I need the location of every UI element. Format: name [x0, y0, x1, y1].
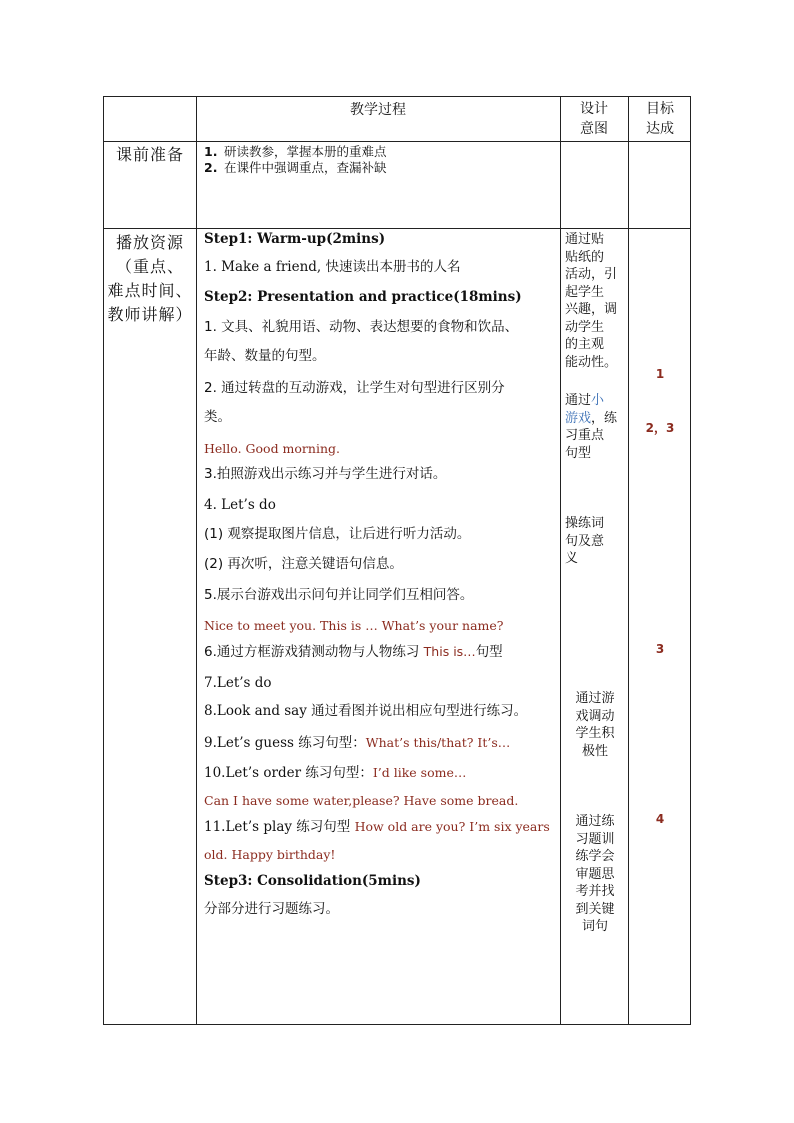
prep-label: 课前准备 — [115, 145, 184, 164]
prep-item-num: 1. — [204, 144, 218, 159]
example-sentence: Can I have some water,please? Have some bread. — [204, 793, 519, 808]
example-inline: What’s this/that? It’s… — [365, 735, 511, 750]
process-line: 4. Let’s do — [204, 497, 276, 513]
prep-list — [204, 144, 387, 176]
example-sentence: Hello. Good morning. — [204, 441, 340, 456]
intent-line: 起学生 — [565, 284, 605, 300]
process-text: 10.Let’s order 练习句型： — [204, 765, 373, 781]
process-text: 6.通过方框游戏猜测动物与人物练习 — [204, 644, 424, 660]
process-line: 3.拍照游戏出示练习并与学生进行对话。 — [204, 466, 447, 482]
intent-line: 到关键 — [575, 901, 615, 917]
intent-line: 贴纸的 — [565, 249, 605, 265]
intent-block — [565, 392, 625, 462]
intent-line: 通过贴 — [565, 232, 605, 247]
intent-text: 通过 — [565, 393, 592, 408]
intent-block — [565, 690, 625, 760]
step2-heading: Step2: Presentation and practice(18mins) — [204, 289, 522, 305]
intent-line — [565, 392, 625, 410]
example-inline: How old are you? I’m six years — [354, 819, 550, 834]
resource-label — [104, 231, 196, 327]
intent-highlight: 小 — [591, 393, 605, 408]
intent-line: 考并找 — [575, 884, 615, 899]
intent-text: ，练 — [591, 410, 618, 426]
process-line — [204, 643, 503, 661]
intent-line: 动学生 — [565, 319, 605, 335]
intent-line: 义 — [565, 551, 579, 566]
intent-block — [565, 231, 625, 371]
intent-line: 词句 — [581, 919, 608, 934]
intent-line: 句型 — [565, 445, 592, 461]
prep-item-text: 在课件中强调重点，查漏补缺 — [224, 160, 387, 175]
column-divider — [560, 97, 561, 1024]
intent-line: 通过游 — [575, 691, 615, 706]
intent-line: 兴趣，调 — [565, 302, 618, 317]
process-text: 9.Let’s guess 练习句型： — [204, 735, 366, 751]
intent-line: 操练词 — [565, 516, 605, 531]
process-line — [204, 734, 510, 752]
process-line: 分部分进行习题练习。 — [204, 901, 339, 917]
intent-line: 习题训 — [575, 831, 615, 847]
process-line: 7.Let’s do — [204, 675, 272, 691]
intent-block — [565, 813, 625, 936]
header-design-line: 设计 — [580, 101, 608, 117]
goal-value: 2，3 — [645, 421, 675, 435]
intent-line: 习重点 — [565, 428, 605, 443]
intent-line: 的主观 — [565, 337, 605, 352]
resource-label-line: 教师讲解） — [107, 305, 193, 324]
header-design — [560, 99, 628, 139]
process-line: 8.Look and say 通过看图并说出相应句型进行练习。 — [204, 703, 528, 719]
process-line: 1. 文具、礼貌用语、动物、表达想要的食物和饮品、 — [204, 319, 519, 335]
example-inline: This is… — [423, 644, 476, 659]
process-line — [204, 764, 466, 782]
intent-line: 审题思 — [575, 866, 615, 882]
intent-line: 通过练 — [575, 814, 615, 829]
prep-item — [204, 160, 387, 176]
process-line: 5.展示台游戏出示问句并让同学们互相问答。 — [204, 587, 474, 603]
intent-line: 戏调动 — [575, 708, 615, 724]
intent-highlight: 游戏 — [565, 410, 592, 426]
header-design-line: 意图 — [580, 121, 608, 137]
header-goal-line: 达成 — [646, 121, 674, 137]
example-inline: I’d like some… — [372, 765, 467, 780]
row-divider — [104, 228, 690, 229]
header-goal — [628, 99, 692, 139]
intent-line — [565, 410, 625, 428]
prep-item-text: 研读教参，掌握本册的重难点 — [224, 144, 387, 159]
process-text: 11.Let’s play 练习句型 — [204, 819, 355, 835]
example-sentence: old. Happy birthday! — [204, 847, 336, 862]
lesson-plan-table — [103, 96, 691, 1025]
example-sentence: Nice to meet you. This is … What’s your name? — [204, 618, 504, 633]
intent-block — [565, 515, 625, 568]
process-line — [204, 818, 550, 836]
prep-item — [204, 144, 387, 160]
goal-value: 1 — [655, 367, 665, 381]
header-goal-line: 目标 — [646, 101, 674, 117]
column-divider — [628, 97, 629, 1024]
intent-line: 学生积 — [575, 726, 615, 741]
header-process: 教学过程 — [350, 102, 406, 118]
process-line: (2) 再次听，注意关键语句信息。 — [204, 556, 403, 572]
intent-line: 活动，引 — [565, 267, 618, 282]
resource-label-line: （重点、 — [115, 257, 184, 276]
process-line: 年龄、数量的句型。 — [204, 348, 326, 364]
resource-label-line: 难点时间、 — [107, 281, 193, 300]
row-divider — [104, 141, 690, 142]
goal-value: 3 — [655, 642, 665, 656]
process-text: 句型 — [475, 644, 503, 660]
resource-label-line: 播放资源 — [115, 233, 184, 252]
process-line: 1. Make a friend, 快速读出本册书的人名 — [204, 259, 461, 275]
intent-line: 练学会 — [575, 849, 615, 864]
goal-value: 4 — [655, 812, 665, 826]
process-line: (1) 观察提取图片信息，让后进行听力活动。 — [204, 526, 471, 542]
intent-line: 极性 — [581, 743, 608, 759]
process-line: 类。 — [204, 409, 231, 425]
intent-line: 能动性。 — [565, 354, 618, 370]
column-divider — [196, 97, 197, 1024]
step1-heading: Step1: Warm-up(2mins) — [204, 231, 386, 247]
intent-line: 句及意 — [565, 533, 605, 549]
prep-item-num: 2. — [204, 160, 218, 175]
step3-heading: Step3: Consolidation(5mins) — [204, 873, 421, 889]
process-line: 2. 通过转盘的互动游戏，让学生对句型进行区别分 — [204, 380, 505, 396]
